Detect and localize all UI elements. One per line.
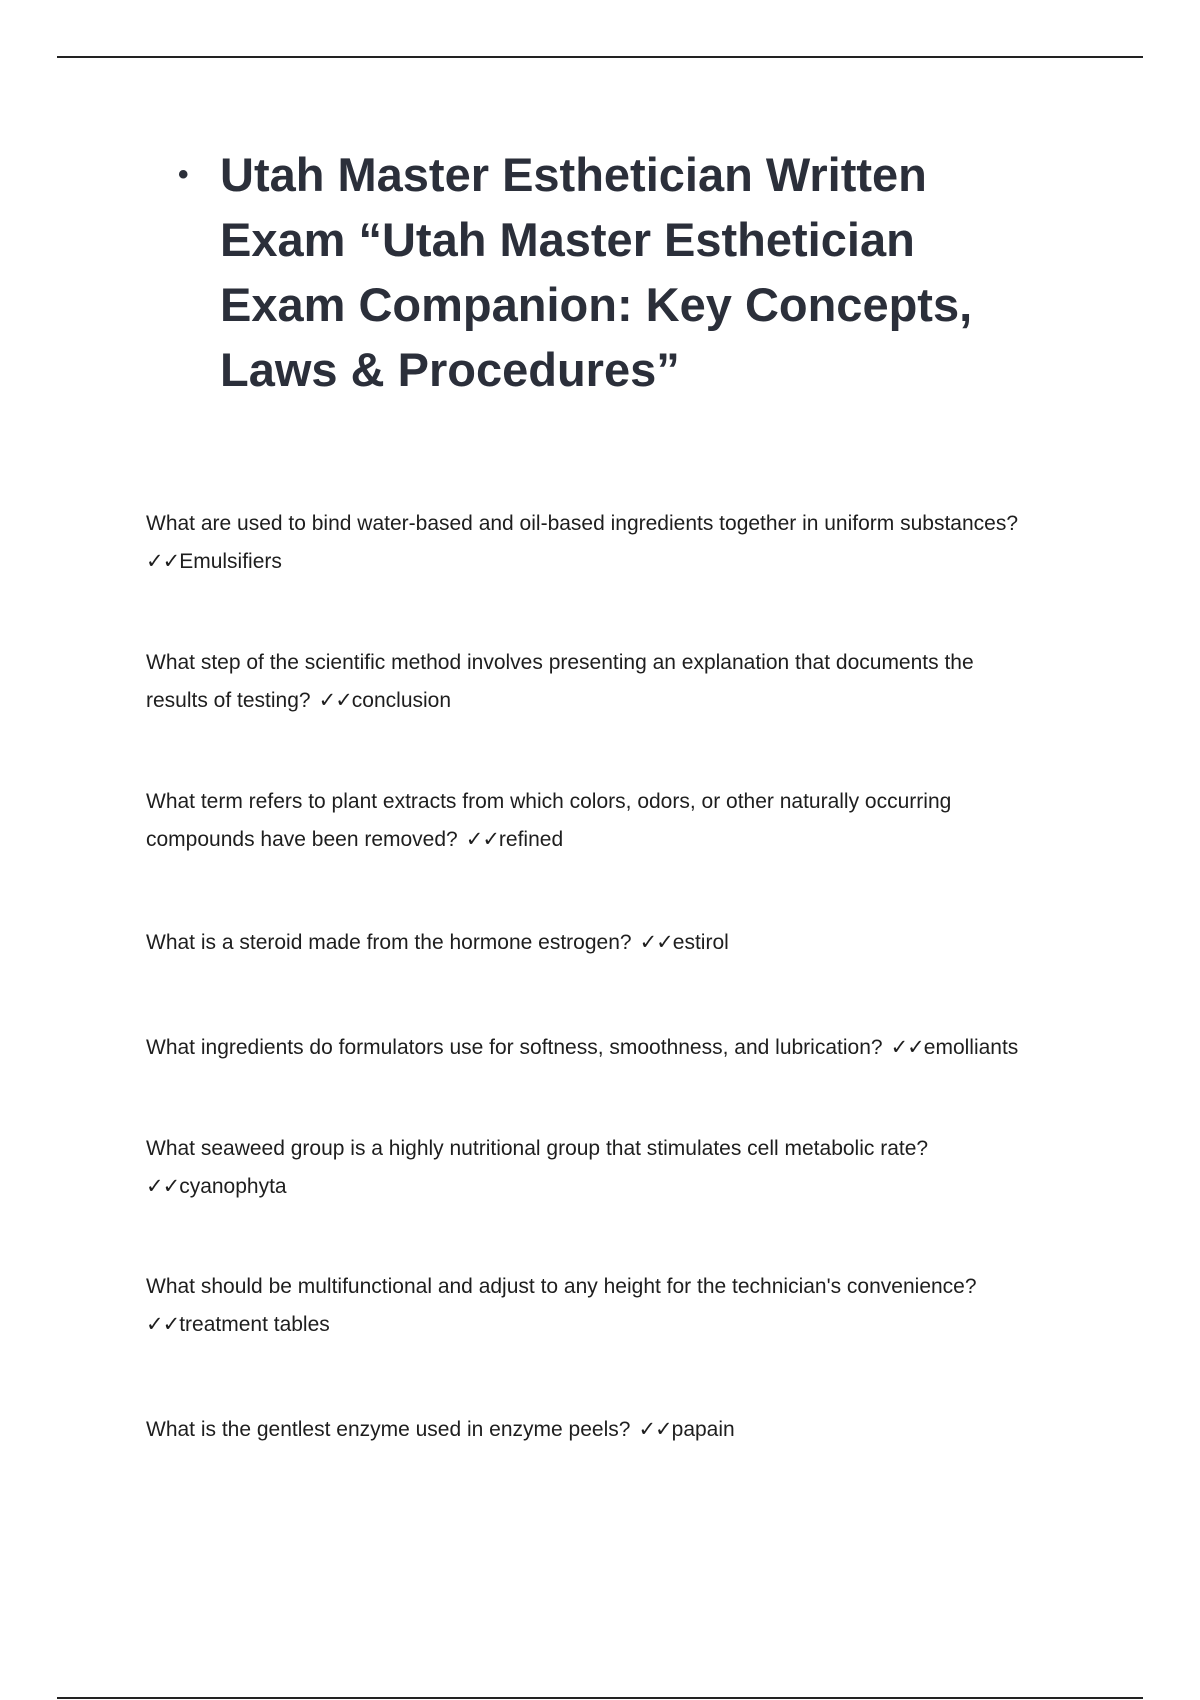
bottom-rule [57, 1697, 1143, 1699]
answer-text: treatment tables [179, 1313, 330, 1336]
answer-text: conclusion [351, 689, 452, 712]
qa-item [146, 1130, 1146, 1206]
question-text: What is the gentlest enzyme used in enzyme peels? [146, 1418, 631, 1441]
double-check-icon: ✓✓ [146, 1175, 180, 1198]
document-title: Utah Master Esthetician Written Exam “Utah Master Esthetician Exam Companion: Key Concepts, Laws & Procedures” [220, 148, 973, 396]
qa-item [146, 1029, 1146, 1067]
double-check-icon: ✓✓ [639, 931, 673, 954]
qa-item [146, 783, 1146, 859]
qa-item [146, 505, 1146, 581]
answer-text: papain [671, 1418, 735, 1441]
title-bullet: • [178, 158, 189, 191]
question-text: What should be multifunctional and adjust to any height for the technician's convenience? [146, 1275, 977, 1298]
answer-text: cyanophyta [179, 1175, 287, 1198]
answer-text: refined [498, 828, 564, 851]
double-check-icon: ✓✓ [146, 550, 180, 573]
double-check-icon: ✓✓ [465, 828, 499, 851]
qa-item [146, 924, 1146, 962]
title-block [178, 142, 1078, 402]
question-text: What are used to bind water-based and oil-based ingredients together in uniform substances? [146, 512, 1019, 535]
question-text: What is a steroid made from the hormone estrogen? [146, 931, 632, 954]
qa-item [146, 1411, 1146, 1449]
top-rule [57, 56, 1143, 58]
double-check-icon: ✓✓ [638, 1418, 672, 1441]
answer-text: Emulsifiers [179, 550, 282, 573]
qa-item [146, 1268, 1146, 1344]
double-check-icon: ✓✓ [318, 689, 352, 712]
question-text: What seaweed group is a highly nutritional group that stimulates cell metabolic rate? [146, 1137, 929, 1160]
double-check-icon: ✓✓ [890, 1036, 924, 1059]
answer-text: estirol [672, 931, 729, 954]
double-check-icon: ✓✓ [146, 1313, 180, 1336]
question-text: What ingredients do formulators use for softness, smoothness, and lubrication? [146, 1036, 883, 1059]
qa-item [146, 644, 1146, 720]
question-text: What term refers to plant extracts from which colors, odors, or other naturally occurring compounds have been removed? [146, 790, 952, 851]
answer-text: emolliants [923, 1036, 1019, 1059]
question-text: What step of the scientific method involves presenting an explanation that documents the results of testing? [146, 651, 974, 712]
